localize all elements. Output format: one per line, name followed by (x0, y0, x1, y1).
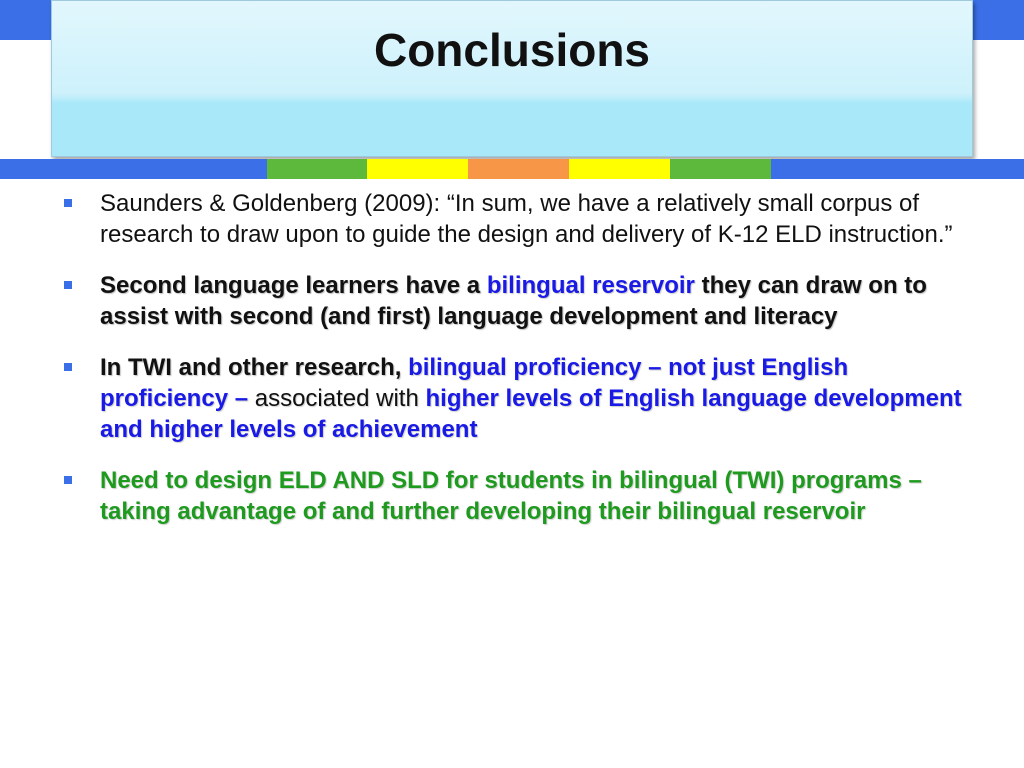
bullet-text-part: they can draw on to assist with second (and first) language development and literacy (100, 272, 927, 330)
bullet-item-3 (60, 352, 980, 445)
bullet-square-icon (64, 281, 72, 289)
strip-segment-blue (0, 159, 267, 179)
highlight-bilingual-reservoir: bilingual reservoir (486, 272, 695, 299)
bullet-square-icon (64, 363, 72, 371)
strip-segment-green-2 (670, 159, 771, 179)
strip-segment-orange (468, 159, 569, 179)
top-bar-right (964, 0, 1024, 40)
bullet-text-part: associated with (248, 385, 426, 412)
bullet-item-2 (60, 270, 980, 332)
bullet-text: Need to design ELD AND SLD for students in bilingual (TWI) programs – taking advantage of and further developing their bilingual reservoir (100, 467, 922, 525)
bullet-text (100, 270, 970, 332)
bullet-list (60, 188, 980, 547)
strip-segment-blue-2 (771, 159, 1024, 179)
slide-title: Conclusions (373, 24, 651, 76)
bullet-text-part: Second language learners have a (100, 272, 487, 299)
strip-segment-yellow-2 (569, 159, 670, 179)
bullet-square-icon (64, 199, 72, 207)
strip-segment-green (267, 159, 367, 179)
bullet-text (100, 352, 970, 445)
strip-segment-yellow (367, 159, 468, 179)
bullet-item-1 (60, 188, 980, 250)
bullet-item-4 (60, 465, 980, 527)
color-strip (0, 159, 1024, 179)
title-box (51, 0, 973, 157)
highlight-higher-levels: higher levels of English language development and higher levels of achievement (100, 385, 962, 443)
highlight-bilingual-proficiency: bilingual proficiency – not just English proficiency – (100, 354, 849, 412)
bullet-square-icon (64, 476, 72, 484)
bullet-text-part: In TWI and other research, (100, 354, 409, 381)
bullet-text: Saunders & Goldenberg (2009): “In sum, we have a relatively small corpus of research to draw upon to guide the design and delivery of K-12 ELD instruction.” (100, 190, 953, 248)
